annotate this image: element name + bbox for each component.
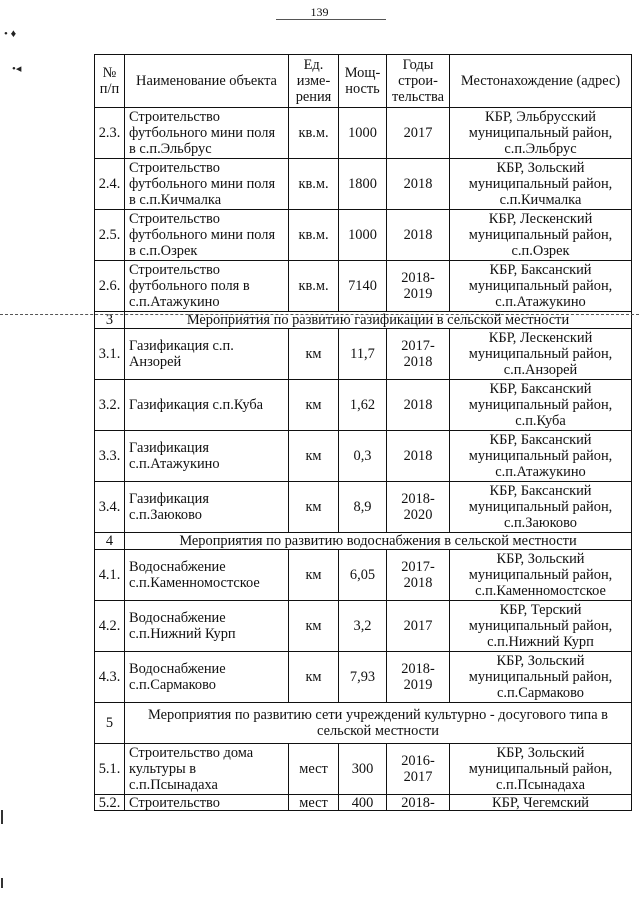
row-name: Газификация с.п. Анзорей	[125, 329, 289, 380]
row-unit: мест	[289, 744, 339, 795]
row-name: Газификация с.п.Заюково	[125, 482, 289, 533]
row-num: 3.3.	[95, 431, 125, 482]
section-row	[95, 703, 632, 744]
page-number-rule	[276, 19, 386, 20]
row-capacity: 0,3	[339, 431, 387, 482]
row-name: Строительство футбольного поля в с.п.Атажукино	[125, 261, 289, 312]
row-years: 2017-2018	[387, 329, 450, 380]
row-capacity: 8,9	[339, 482, 387, 533]
section-num: 4	[95, 533, 125, 550]
header-unit: Ед. изме-рения	[289, 55, 339, 108]
row-years: 2016-2017	[387, 744, 450, 795]
table-row	[95, 795, 632, 811]
section-title: Мероприятия по развитию водоснабжения в сельской местности	[125, 533, 632, 550]
row-num: 4.1.	[95, 550, 125, 601]
row-unit: км	[289, 601, 339, 652]
row-location: КБР, Зольский муниципальный район, с.п.Кичмалка	[450, 159, 632, 210]
section-row	[95, 533, 632, 550]
row-unit: мест	[289, 795, 339, 811]
row-years: 2018	[387, 159, 450, 210]
section-title: Мероприятия по развитию газификации в сельской местности	[125, 312, 632, 329]
row-capacity: 1800	[339, 159, 387, 210]
row-years: 2018	[387, 431, 450, 482]
header-num: № п/п	[95, 55, 125, 108]
row-unit: км	[289, 329, 339, 380]
row-name: Строительство футбольного мини поля в с.п.Озрек	[125, 210, 289, 261]
table-row	[95, 601, 632, 652]
scan-fold-line	[0, 314, 639, 315]
row-unit: кв.м.	[289, 159, 339, 210]
margin-tick	[1, 878, 3, 888]
header-name: Наименование объекта	[125, 55, 289, 108]
row-capacity: 300	[339, 744, 387, 795]
row-capacity: 1000	[339, 210, 387, 261]
margin-mark-top: • ♦	[4, 28, 17, 40]
row-num: 2.6.	[95, 261, 125, 312]
table-row	[95, 210, 632, 261]
row-name: Строительство	[125, 795, 289, 811]
section-num: 3	[95, 312, 125, 329]
row-num: 4.2.	[95, 601, 125, 652]
table-row	[95, 744, 632, 795]
margin-tick	[1, 810, 3, 824]
row-years: 2017	[387, 601, 450, 652]
row-years: 2018	[387, 210, 450, 261]
row-num: 3.1.	[95, 329, 125, 380]
row-location: КБР, Лескенский муниципальный район, с.п.Озрек	[450, 210, 632, 261]
row-unit: км	[289, 652, 339, 703]
row-capacity: 1000	[339, 108, 387, 159]
row-name: Водоснабжение с.п.Сармаково	[125, 652, 289, 703]
table-row	[95, 431, 632, 482]
row-years: 2018-	[387, 795, 450, 811]
row-years: 2017-2018	[387, 550, 450, 601]
row-name: Газификация с.п.Атажукино	[125, 431, 289, 482]
row-capacity: 7,93	[339, 652, 387, 703]
row-location: КБР, Зольский муниципальный район, с.п.Псынадаха	[450, 744, 632, 795]
table-row	[95, 108, 632, 159]
row-location: КБР, Баксанский муниципальный район, с.п.Куба	[450, 380, 632, 431]
row-num: 2.3.	[95, 108, 125, 159]
row-num: 4.3.	[95, 652, 125, 703]
row-location: КБР, Баксанский муниципальный район, с.п.Атажукино	[450, 431, 632, 482]
row-capacity: 11,7	[339, 329, 387, 380]
section-title: Мероприятия по развитию сети учреждений культурно - досугового типа в сельской местности	[125, 703, 632, 744]
row-capacity: 400	[339, 795, 387, 811]
page-number: 139	[310, 5, 329, 19]
row-location: КБР, Зольский муниципальный район, с.п.Каменномостское	[450, 550, 632, 601]
row-name: Газификация с.п.Куба	[125, 380, 289, 431]
table-row	[95, 261, 632, 312]
row-capacity: 6,05	[339, 550, 387, 601]
row-years: 2017	[387, 108, 450, 159]
row-location: КБР, Терский муниципальный район, с.п.Нижний Курп	[450, 601, 632, 652]
header-capacity: Мощ-ность	[339, 55, 387, 108]
facilities-table	[94, 54, 632, 811]
row-unit: км	[289, 482, 339, 533]
table-header-row	[95, 55, 632, 108]
row-unit: кв.м.	[289, 261, 339, 312]
table-row	[95, 652, 632, 703]
row-name: Строительство футбольного мини поля в с.п.Кичмалка	[125, 159, 289, 210]
row-num: 3.4.	[95, 482, 125, 533]
row-capacity: 7140	[339, 261, 387, 312]
row-years: 2018-2020	[387, 482, 450, 533]
row-unit: кв.м.	[289, 210, 339, 261]
row-years: 2018-2019	[387, 652, 450, 703]
row-name: Водоснабжение с.п.Каменномостское	[125, 550, 289, 601]
table-row	[95, 550, 632, 601]
row-num: 2.5.	[95, 210, 125, 261]
row-num: 5.2.	[95, 795, 125, 811]
row-capacity: 3,2	[339, 601, 387, 652]
row-location: КБР, Баксанский муниципальный район, с.п.Атажукино	[450, 261, 632, 312]
row-location: КБР, Чегемский	[450, 795, 632, 811]
row-name: Строительство футбольного мини поля в с.п.Эльбрус	[125, 108, 289, 159]
margin-mark-side: •◂	[12, 63, 22, 75]
header-years: Годы строи-тельства	[387, 55, 450, 108]
row-unit: км	[289, 380, 339, 431]
row-location: КБР, Зольский муниципальный район, с.п.Сармаково	[450, 652, 632, 703]
row-name: Строительство дома культуры в с.п.Псынадаха	[125, 744, 289, 795]
row-num: 5.1.	[95, 744, 125, 795]
table-row	[95, 329, 632, 380]
row-location: КБР, Баксанский муниципальный район, с.п.Заюково	[450, 482, 632, 533]
section-num: 5	[95, 703, 125, 744]
row-num: 2.4.	[95, 159, 125, 210]
row-name: Водоснабжение с.п.Нижний Курп	[125, 601, 289, 652]
table-row	[95, 380, 632, 431]
table-row	[95, 482, 632, 533]
row-years: 2018	[387, 380, 450, 431]
row-unit: кв.м.	[289, 108, 339, 159]
row-location: КБР, Лескенский муниципальный район, с.п.Анзорей	[450, 329, 632, 380]
row-num: 3.2.	[95, 380, 125, 431]
row-years: 2018-2019	[387, 261, 450, 312]
row-unit: км	[289, 431, 339, 482]
row-capacity: 1,62	[339, 380, 387, 431]
header-location: Местонахождение (адрес)	[450, 55, 632, 108]
row-unit: км	[289, 550, 339, 601]
row-location: КБР, Эльбрусский муниципальный район, с.п.Эльбрус	[450, 108, 632, 159]
table-row	[95, 159, 632, 210]
